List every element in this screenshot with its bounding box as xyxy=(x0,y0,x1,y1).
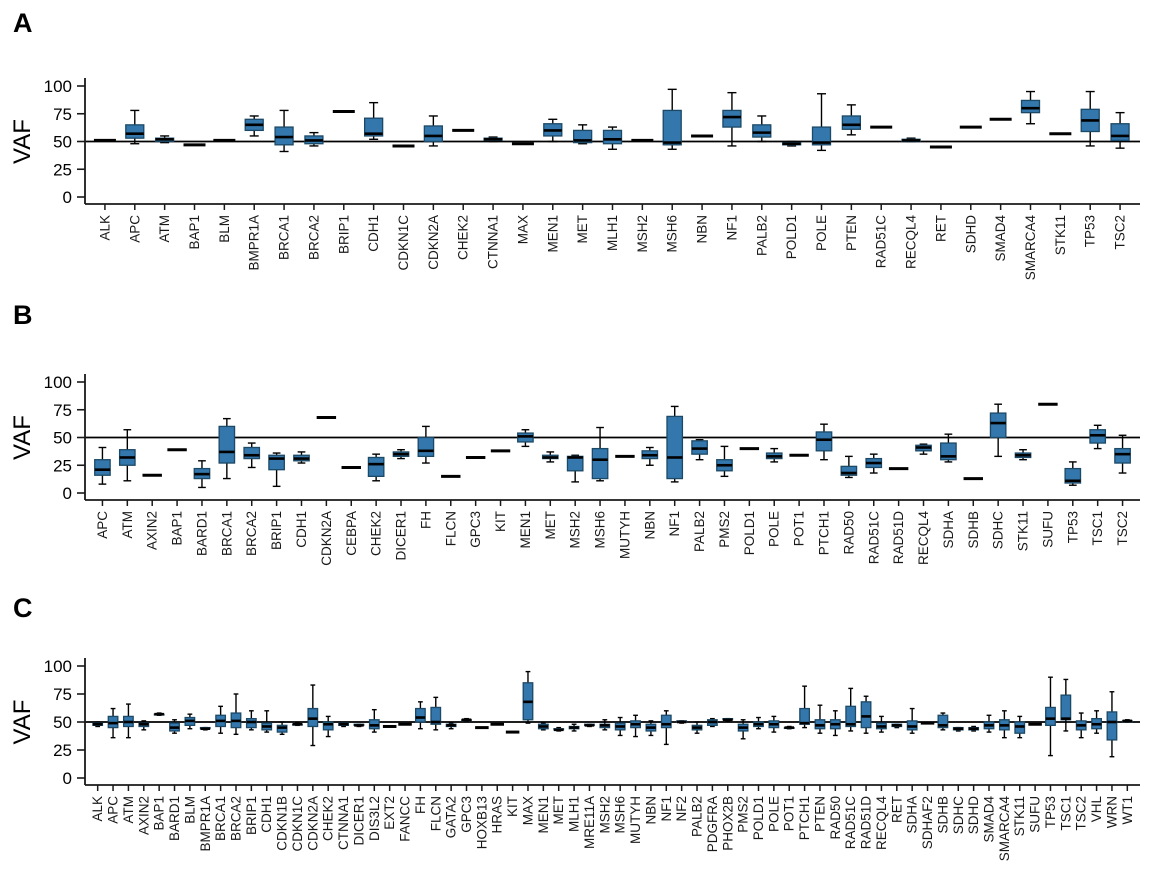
gene-label: MEN1 xyxy=(535,796,551,834)
gene-label: FLCN xyxy=(428,796,444,832)
gene-label: CTNNA1 xyxy=(336,796,352,851)
gene-label: APC xyxy=(127,215,143,243)
box xyxy=(663,110,681,144)
gene-label: SMARCA4 xyxy=(996,796,1012,862)
gene-label: MUTYH xyxy=(617,511,633,559)
gene-label: MET xyxy=(551,796,567,825)
y-tick-label: 25 xyxy=(53,160,72,180)
gene-label: RET xyxy=(889,796,905,823)
box xyxy=(592,449,607,479)
gene-label: RAD51C xyxy=(843,796,859,850)
gene-label: RAD51C xyxy=(873,215,889,269)
gene-label: CDKN2A xyxy=(318,511,334,566)
gene-label: SDHC xyxy=(950,796,966,835)
gene-label: POLE xyxy=(766,796,782,833)
y-tick-label: 50 xyxy=(53,713,72,732)
box xyxy=(662,715,672,727)
box xyxy=(1022,100,1040,112)
gene-label: SDHAF2 xyxy=(920,796,936,850)
gene-label: ALK xyxy=(90,796,106,822)
panel-a-plot xyxy=(0,0,1151,296)
gene-label: BAP1 xyxy=(187,215,202,250)
gene-label: TSC2 xyxy=(1115,511,1131,546)
gene-label: MAX xyxy=(520,796,536,826)
box xyxy=(861,702,871,728)
y-tick-label: 75 xyxy=(53,104,72,124)
gene-label: RAD51C xyxy=(866,511,882,565)
gene-label: AXIN2 xyxy=(144,511,160,551)
gene-label: GPC3 xyxy=(459,796,475,833)
box xyxy=(95,460,110,476)
gene-label: BAP1 xyxy=(169,511,185,546)
box xyxy=(126,125,144,138)
gene-label: POLD1 xyxy=(741,511,757,556)
gene-label: APC xyxy=(105,796,121,824)
gene-label: MRE11A xyxy=(581,796,597,850)
gene-label: RET xyxy=(933,215,949,242)
y-tick-label: 0 xyxy=(62,769,72,788)
panel-a-letter: A xyxy=(13,8,33,38)
gene-label: NBN xyxy=(694,215,710,244)
gene-label: BRCA1 xyxy=(219,511,235,557)
y-tick-label: 50 xyxy=(53,132,72,152)
gene-label: BMPR1A xyxy=(246,215,262,271)
gene-label: CHEK2 xyxy=(455,215,471,261)
gene-label: KIT xyxy=(493,511,509,533)
box xyxy=(244,447,259,458)
gene-label: PALB2 xyxy=(692,511,708,553)
gene-label: MEN1 xyxy=(545,215,561,253)
gene-label: CDKN2A xyxy=(425,215,441,270)
y-axis-title: VAF xyxy=(9,699,36,745)
gene-label: CHEK2 xyxy=(368,511,384,557)
gene-label: CDKN1C xyxy=(396,215,411,271)
box xyxy=(816,432,831,451)
gene-label: HRAS xyxy=(489,796,505,834)
gene-label: BRIP1 xyxy=(243,796,259,836)
gene-label: SDHD xyxy=(963,215,979,254)
y-tick-label: 100 xyxy=(43,77,72,96)
gene-label: GATA2 xyxy=(443,796,459,839)
gene-label: DIS3L2 xyxy=(366,796,382,842)
gene-label: MEN1 xyxy=(517,511,533,549)
gene-label: TSC1 xyxy=(1058,796,1074,831)
gene-label: BLM xyxy=(182,796,198,824)
gene-label: DICER1 xyxy=(393,511,409,561)
gene-label: BAP1 xyxy=(151,796,167,831)
box xyxy=(990,413,1005,437)
gene-label: PALB2 xyxy=(689,796,705,838)
gene-label: TP53 xyxy=(1065,511,1081,544)
gene-label: FH xyxy=(412,796,428,814)
gene-label: RAD50 xyxy=(841,511,857,555)
box xyxy=(418,438,433,457)
gene-label: TSC1 xyxy=(1090,511,1106,546)
gene-label: SDHA xyxy=(940,511,956,549)
panel-b-plot xyxy=(0,296,1151,589)
box xyxy=(1107,712,1117,740)
gene-label: PALB2 xyxy=(754,215,770,257)
box xyxy=(424,126,442,142)
gene-label: APC xyxy=(94,511,110,539)
gene-label: TP53 xyxy=(1082,215,1098,248)
gene-label: PTEN xyxy=(812,796,828,833)
box xyxy=(1111,124,1129,141)
gene-label: CDKN2A xyxy=(305,796,321,851)
y-tick-label: 100 xyxy=(43,657,72,676)
gene-label: SDHD xyxy=(966,796,982,835)
gene-label: BRCA1 xyxy=(213,796,229,842)
gene-label: MUTYH xyxy=(628,796,644,844)
gene-label: BLM xyxy=(216,215,232,243)
gene-label: TSC2 xyxy=(1073,796,1089,831)
gene-label: SMAD4 xyxy=(993,214,1009,262)
box xyxy=(1046,707,1056,725)
gene-label: CEBPA xyxy=(343,511,359,556)
gene-label: MSH2 xyxy=(597,796,613,834)
gene-label: POLE xyxy=(814,215,829,252)
gene-label: MAX xyxy=(515,215,531,245)
gene-label: CDKN1C xyxy=(289,796,305,852)
y-axis-title: VAF xyxy=(9,415,36,460)
gene-label: RAD51D xyxy=(858,796,874,850)
gene-label: BRIP1 xyxy=(269,511,285,551)
gene-label: RECQL4 xyxy=(903,215,919,270)
box xyxy=(723,110,741,127)
gene-label: PDGFRA xyxy=(704,796,720,853)
gene-label: POT1 xyxy=(781,796,797,832)
gene-label: TSC2 xyxy=(1112,215,1128,250)
y-axis-title: VAF xyxy=(9,119,36,164)
gene-label: SDHA xyxy=(904,796,920,834)
gene-label: CTNNA1 xyxy=(485,214,501,270)
gene-label: KIT xyxy=(505,796,521,818)
box xyxy=(416,709,426,722)
gene-label: WT1 xyxy=(1119,796,1135,825)
gene-label: VHL xyxy=(1089,796,1105,823)
gene-label: PTCH1 xyxy=(816,511,832,556)
gene-label: AXIN2 xyxy=(136,796,152,836)
gene-label: MSH6 xyxy=(664,215,680,253)
gene-label: TP53 xyxy=(1042,796,1058,829)
gene-label: MET xyxy=(542,511,558,540)
gene-label: PHOX2B xyxy=(720,796,736,851)
gene-label: BRCA2 xyxy=(244,511,260,557)
gene-label: NF1 xyxy=(667,511,683,537)
gene-label: PMS2 xyxy=(716,511,732,548)
gene-label: CDH1 xyxy=(259,796,275,833)
gene-label: HOXB13 xyxy=(474,796,490,850)
box xyxy=(1115,449,1130,463)
gene-label: ATM xyxy=(157,215,173,243)
gene-label: MLH1 xyxy=(566,796,582,833)
gene-label: MSH6 xyxy=(592,511,608,549)
y-tick-label: 50 xyxy=(53,428,72,448)
gene-label: BRCA2 xyxy=(306,215,322,261)
gene-label: ATM xyxy=(120,796,136,824)
panel-b-letter: B xyxy=(13,300,33,330)
gene-label: STK11 xyxy=(1012,796,1028,837)
y-tick-label: 75 xyxy=(53,685,72,704)
y-tick-label: 25 xyxy=(53,456,72,476)
gene-label: POLD1 xyxy=(750,796,766,841)
gene-label: RAD51D xyxy=(891,511,907,565)
gene-label: POT1 xyxy=(791,511,807,547)
gene-label: STK11 xyxy=(1052,215,1068,256)
box xyxy=(753,125,771,137)
gene-label: POLD1 xyxy=(784,215,800,260)
gene-label: BRIP1 xyxy=(336,215,352,255)
gene-label: ATM xyxy=(119,511,135,539)
gene-label: NF2 xyxy=(674,796,690,822)
box xyxy=(368,457,383,476)
gene-label: CDKN1B xyxy=(274,796,290,851)
gene-label: BRCA2 xyxy=(228,796,244,842)
gene-label: SMAD4 xyxy=(981,796,997,843)
box xyxy=(667,416,682,478)
y-tick-label: 0 xyxy=(62,484,72,503)
gene-label: CDH1 xyxy=(293,511,309,548)
gene-label: MSH6 xyxy=(612,796,628,834)
gene-label: PTEN xyxy=(843,215,859,252)
gene-label: RAD50 xyxy=(827,796,843,840)
gene-label: BARD1 xyxy=(194,511,210,557)
y-tick-label: 75 xyxy=(53,400,72,420)
gene-label: NBN xyxy=(642,511,658,540)
gene-label: FLCN xyxy=(443,511,459,547)
y-tick-label: 100 xyxy=(43,373,72,392)
gene-label: MSH2 xyxy=(634,215,650,253)
gene-label: EXT2 xyxy=(382,796,398,830)
gene-label: SMARCA4 xyxy=(1023,215,1038,281)
gene-label: NF1 xyxy=(724,215,740,241)
gene-label: RECQL4 xyxy=(873,796,889,851)
gene-label: RECQL4 xyxy=(916,511,932,566)
panel-c-plot xyxy=(0,589,1151,878)
gene-label: CHEK2 xyxy=(320,796,336,842)
gene-label: PMS2 xyxy=(735,796,751,833)
gene-label: SDHB xyxy=(965,511,981,549)
gene-label: MSH2 xyxy=(567,511,583,549)
box xyxy=(604,130,622,143)
gene-label: CDH1 xyxy=(366,215,382,252)
box xyxy=(219,426,234,463)
gene-label: SUFU xyxy=(1040,511,1056,548)
gene-label: GPC3 xyxy=(468,511,484,548)
gene-label: NF1 xyxy=(658,796,674,822)
gene-label: WRN xyxy=(1104,796,1120,829)
gene-label: NBN xyxy=(643,796,659,825)
gene-label: MET xyxy=(575,215,591,244)
gene-label: SDHC xyxy=(990,511,1006,550)
y-tick-label: 0 xyxy=(62,188,72,207)
gene-label: BARD1 xyxy=(167,796,183,842)
box xyxy=(1061,695,1071,720)
gene-label: ALK xyxy=(97,215,113,241)
gene-label: SDHB xyxy=(935,796,951,834)
gene-label: MLH1 xyxy=(605,215,620,252)
gene-label: PTCH1 xyxy=(797,796,813,841)
gene-label: FANCC xyxy=(397,796,413,842)
gene-label: BRCA1 xyxy=(276,215,292,261)
gene-label: POLE xyxy=(766,511,782,548)
panel-c-letter: C xyxy=(13,593,33,623)
gene-label: DICER1 xyxy=(351,796,367,846)
y-tick-label: 25 xyxy=(53,741,72,760)
gene-label: FH xyxy=(418,511,434,529)
box xyxy=(842,116,860,129)
gene-label: STK11 xyxy=(1015,511,1031,552)
gene-label: SUFU xyxy=(1027,796,1043,833)
gene-label: BMPR1A xyxy=(197,796,213,852)
